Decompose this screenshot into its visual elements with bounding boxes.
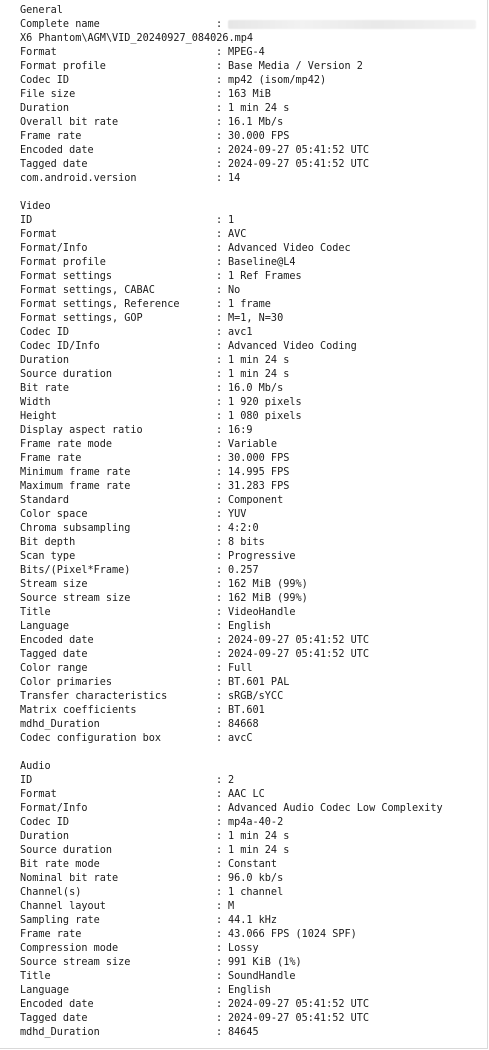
info-row xyxy=(20,872,483,886)
info-row xyxy=(20,1012,483,1026)
info-row xyxy=(20,522,483,536)
info-row xyxy=(20,172,483,186)
field-label: Maximum frame rate xyxy=(20,481,131,492)
info-row xyxy=(20,886,483,900)
field-label: Duration xyxy=(20,355,70,366)
field-label: File size xyxy=(20,89,76,100)
field-label: Codec configuration box xyxy=(20,733,162,744)
field-separator: : xyxy=(216,985,223,996)
field-label: Language xyxy=(20,621,70,632)
field-label: Bits/(Pixel*Frame) xyxy=(20,565,131,576)
field-label: Overall bit rate xyxy=(20,117,119,128)
info-row xyxy=(20,536,483,550)
field-value: No xyxy=(228,285,241,296)
section-heading-general: General xyxy=(20,5,63,16)
field-value: VideoHandle xyxy=(228,607,296,618)
info-row xyxy=(20,942,483,956)
field-separator: : xyxy=(216,425,223,436)
field-label: Channel(s) xyxy=(20,887,82,898)
info-row xyxy=(20,354,483,368)
field-value: Lossy xyxy=(228,943,259,954)
field-label: Tagged date xyxy=(20,649,88,660)
field-separator: : xyxy=(216,859,223,870)
info-row xyxy=(20,144,483,158)
field-value: 2 xyxy=(228,775,235,786)
field-value: mp4a-40-2 xyxy=(228,817,284,828)
info-row xyxy=(20,774,483,788)
field-separator: : xyxy=(216,635,223,646)
field-value: 2024-09-27 05:41:52 UTC xyxy=(228,649,370,660)
field-label: Nominal bit rate xyxy=(20,873,119,884)
field-separator: : xyxy=(216,803,223,814)
info-row xyxy=(20,466,483,480)
info-row xyxy=(20,116,483,130)
field-label: Channel layout xyxy=(20,901,106,912)
info-row xyxy=(20,340,483,354)
field-separator: : xyxy=(216,845,223,856)
info-row xyxy=(20,438,483,452)
field-label: Format xyxy=(20,47,57,58)
field-label: Language xyxy=(20,985,70,996)
field-value: 1 min 24 s xyxy=(228,831,290,842)
field-label: Width xyxy=(20,397,51,408)
info-row xyxy=(20,410,483,424)
field-value: 162 MiB (99%) xyxy=(228,593,308,604)
field-label: ID xyxy=(20,215,33,226)
blank-line xyxy=(20,186,483,200)
field-label: Encoded date xyxy=(20,635,94,646)
field-separator: : xyxy=(216,999,223,1010)
info-row xyxy=(20,900,483,914)
field-separator: : xyxy=(216,75,223,86)
info-row xyxy=(20,368,483,382)
field-separator: : xyxy=(216,957,223,968)
field-separator: : xyxy=(216,733,223,744)
field-label: Format profile xyxy=(20,257,106,268)
info-row xyxy=(20,228,483,242)
field-label: Tagged date xyxy=(20,1013,88,1024)
field-value: 2024-09-27 05:41:52 UTC xyxy=(228,159,370,170)
field-separator: : xyxy=(216,971,223,982)
info-row xyxy=(20,592,483,606)
field-value: 1 frame xyxy=(228,299,271,310)
field-value: English xyxy=(228,621,271,632)
field-value: avcC xyxy=(228,733,253,744)
field-value: 16.1 Mb/s xyxy=(228,117,284,128)
info-row xyxy=(20,452,483,466)
info-row xyxy=(20,74,483,88)
info-row xyxy=(20,102,483,116)
field-value-continuation: X6 Phantom\AGM\VID_20240927_084026.mp4 xyxy=(20,33,254,44)
field-separator: : xyxy=(216,117,223,128)
field-separator: : xyxy=(216,943,223,954)
info-row xyxy=(20,970,483,984)
info-row xyxy=(20,130,483,144)
field-separator: : xyxy=(216,509,223,520)
field-separator: : xyxy=(216,355,223,366)
field-separator: : xyxy=(216,369,223,380)
field-label: Codec ID xyxy=(20,327,70,338)
field-separator: : xyxy=(216,789,223,800)
info-row xyxy=(20,620,483,634)
field-label: Codec ID xyxy=(20,75,70,86)
field-label: Sampling rate xyxy=(20,915,100,926)
field-label: Standard xyxy=(20,495,70,506)
info-row xyxy=(20,326,483,340)
redacted-value xyxy=(228,20,476,29)
field-label: Transfer characteristics xyxy=(20,691,168,702)
field-value: Full xyxy=(228,663,253,674)
field-value: Advanced Audio Codec Low Complexity xyxy=(228,803,443,814)
field-label: Chroma subsampling xyxy=(20,523,131,534)
field-value: 16.0 Mb/s xyxy=(228,383,284,394)
field-separator: : xyxy=(216,299,223,310)
field-value: 14.995 FPS xyxy=(228,467,290,478)
field-separator: : xyxy=(216,649,223,660)
field-separator: : xyxy=(216,831,223,842)
field-label: Format/Info xyxy=(20,803,88,814)
field-value: 31.283 FPS xyxy=(228,481,290,492)
field-separator: : xyxy=(216,103,223,114)
field-label: mdhd_Duration xyxy=(20,1027,100,1038)
field-separator: : xyxy=(216,523,223,534)
field-value: 84668 xyxy=(228,719,259,730)
field-value: 2024-09-27 05:41:52 UTC xyxy=(228,145,370,156)
field-value: 8 bits xyxy=(228,537,265,548)
field-separator: : xyxy=(216,705,223,716)
field-separator: : xyxy=(216,775,223,786)
info-row xyxy=(20,844,483,858)
field-value: 2024-09-27 05:41:52 UTC xyxy=(228,635,370,646)
field-value: SoundHandle xyxy=(228,971,296,982)
field-value: BT.601 PAL xyxy=(228,677,290,688)
field-separator: : xyxy=(216,215,223,226)
field-label: Color range xyxy=(20,663,88,674)
field-value: AVC xyxy=(228,229,247,240)
info-row xyxy=(20,494,483,508)
info-row xyxy=(20,662,483,676)
field-separator: : xyxy=(216,271,223,282)
field-value: 2024-09-27 05:41:52 UTC xyxy=(228,1013,370,1024)
info-row xyxy=(20,1026,483,1040)
field-value: 30.000 FPS xyxy=(228,453,290,464)
field-separator: : xyxy=(216,495,223,506)
field-value: 1 min 24 s xyxy=(228,103,290,114)
info-row xyxy=(20,396,483,410)
field-value: 96.0 kb/s xyxy=(228,873,284,884)
field-separator: : xyxy=(216,229,223,240)
info-row xyxy=(20,480,483,494)
info-row xyxy=(20,214,483,228)
field-value: Constant xyxy=(228,859,278,870)
field-label: Source duration xyxy=(20,845,113,856)
field-separator: : xyxy=(216,481,223,492)
field-separator: : xyxy=(216,467,223,478)
field-value: 84645 xyxy=(228,1027,259,1038)
field-value: 14 xyxy=(228,173,241,184)
field-value: Variable xyxy=(228,439,278,450)
field-separator: : xyxy=(216,621,223,632)
info-row xyxy=(20,788,483,802)
field-label: Format profile xyxy=(20,61,106,72)
field-value: 1 min 24 s xyxy=(228,845,290,856)
field-separator: : xyxy=(216,145,223,156)
info-row xyxy=(20,256,483,270)
field-value: Progressive xyxy=(228,551,296,562)
field-label: Frame rate xyxy=(20,929,82,940)
field-separator: : xyxy=(216,1013,223,1024)
info-row xyxy=(20,270,483,284)
field-separator: : xyxy=(216,537,223,548)
field-value: mp42 (isom/mp42) xyxy=(228,75,327,86)
field-label: Encoded date xyxy=(20,145,94,156)
field-value: Advanced Video Coding xyxy=(228,341,357,352)
field-separator: : xyxy=(216,607,223,618)
field-separator: : xyxy=(216,327,223,338)
info-row xyxy=(20,984,483,998)
field-label: Frame rate xyxy=(20,131,82,142)
field-separator: : xyxy=(216,887,223,898)
info-row xyxy=(20,508,483,522)
field-value: 4:2:0 xyxy=(228,523,259,534)
info-row xyxy=(20,564,483,578)
field-label: Format xyxy=(20,789,57,800)
field-separator: : xyxy=(216,593,223,604)
info-row xyxy=(20,242,483,256)
field-value: 43.066 FPS (1024 SPF) xyxy=(228,929,357,940)
info-row xyxy=(20,718,483,732)
info-row xyxy=(20,690,483,704)
field-label: Codec ID/Info xyxy=(20,341,100,352)
field-separator: : xyxy=(216,901,223,912)
field-separator: : xyxy=(216,257,223,268)
field-label: ID xyxy=(20,775,33,786)
field-value: 2024-09-27 05:41:52 UTC xyxy=(228,999,370,1010)
field-label: Format settings, GOP xyxy=(20,313,143,324)
field-separator: : xyxy=(216,915,223,926)
field-separator: : xyxy=(216,1027,223,1038)
field-label: Title xyxy=(20,607,51,618)
media-info-report xyxy=(20,4,483,1040)
info-row xyxy=(20,382,483,396)
field-value: avc1 xyxy=(228,327,253,338)
info-row xyxy=(20,816,483,830)
field-label: Matrix coefficients xyxy=(20,705,137,716)
info-row xyxy=(20,634,483,648)
field-separator: : xyxy=(216,719,223,730)
field-label: Complete name xyxy=(20,19,100,30)
info-row xyxy=(20,704,483,718)
field-value: M xyxy=(228,901,235,912)
field-separator: : xyxy=(216,131,223,142)
field-separator: : xyxy=(216,19,223,30)
field-separator: : xyxy=(216,663,223,674)
blank-line xyxy=(20,746,483,760)
field-label: Format settings xyxy=(20,271,113,282)
info-row xyxy=(20,550,483,564)
field-separator: : xyxy=(216,677,223,688)
info-row xyxy=(20,46,483,60)
field-value: sRGB/sYCC xyxy=(228,691,284,702)
field-label: Scan type xyxy=(20,551,76,562)
field-separator: : xyxy=(216,873,223,884)
field-label: Format xyxy=(20,229,57,240)
field-separator: : xyxy=(216,173,223,184)
field-separator: : xyxy=(216,159,223,170)
info-row xyxy=(20,956,483,970)
field-label: Source stream size xyxy=(20,957,131,968)
field-label: Bit depth xyxy=(20,537,76,548)
info-row xyxy=(20,802,483,816)
field-label: Minimum frame rate xyxy=(20,467,131,478)
field-label: Bit rate xyxy=(20,383,70,394)
field-label: Frame rate mode xyxy=(20,439,113,450)
field-value: 1 channel xyxy=(228,887,284,898)
info-row xyxy=(20,928,483,942)
field-value: MPEG-4 xyxy=(228,47,265,58)
info-row xyxy=(20,998,483,1012)
field-separator: : xyxy=(216,565,223,576)
field-separator: : xyxy=(216,551,223,562)
field-separator: : xyxy=(216,817,223,828)
field-value: Component xyxy=(228,495,284,506)
field-label: Duration xyxy=(20,831,70,842)
info-row xyxy=(20,858,483,872)
field-label: Codec ID xyxy=(20,817,70,828)
field-separator: : xyxy=(216,579,223,590)
field-separator: : xyxy=(216,341,223,352)
field-label: Source stream size xyxy=(20,593,131,604)
field-value: YUV xyxy=(228,509,247,520)
info-row xyxy=(20,830,483,844)
field-label: Title xyxy=(20,971,51,982)
field-value: 163 MiB xyxy=(228,89,271,100)
field-label: Encoded date xyxy=(20,999,94,1010)
field-separator: : xyxy=(216,453,223,464)
field-value: 1 Ref Frames xyxy=(228,271,302,282)
field-label: Color space xyxy=(20,509,88,520)
info-row xyxy=(20,312,483,326)
field-label: Format settings, CABAC xyxy=(20,285,155,296)
field-label: Stream size xyxy=(20,579,88,590)
field-value: 1 min 24 s xyxy=(228,355,290,366)
info-row xyxy=(20,424,483,438)
field-separator: : xyxy=(216,285,223,296)
field-value: English xyxy=(228,985,271,996)
field-label: Duration xyxy=(20,103,70,114)
field-label: Height xyxy=(20,411,57,422)
field-separator: : xyxy=(216,243,223,254)
field-label: mdhd_Duration xyxy=(20,719,100,730)
field-value: 30.000 FPS xyxy=(228,131,290,142)
field-label: Source duration xyxy=(20,369,113,380)
field-value: 16:9 xyxy=(228,425,253,436)
field-label: Color primaries xyxy=(20,677,113,688)
info-row xyxy=(20,18,483,32)
info-row xyxy=(20,88,483,102)
field-separator: : xyxy=(216,691,223,702)
info-row xyxy=(20,732,483,746)
info-row xyxy=(20,648,483,662)
field-separator: : xyxy=(216,929,223,940)
info-row xyxy=(20,158,483,172)
field-label: Display aspect ratio xyxy=(20,425,143,436)
field-value: BT.601 xyxy=(228,705,265,716)
field-separator: : xyxy=(216,313,223,324)
field-value: 1 080 pixels xyxy=(228,411,302,422)
field-label: com.android.version xyxy=(20,173,137,184)
section-heading-video: Video xyxy=(20,201,51,212)
section-heading-audio: Audio xyxy=(20,761,51,772)
info-row xyxy=(20,284,483,298)
field-separator: : xyxy=(216,439,223,450)
field-separator: : xyxy=(216,397,223,408)
field-label: Format/Info xyxy=(20,243,88,254)
field-separator: : xyxy=(216,61,223,72)
info-row xyxy=(20,606,483,620)
field-value: Advanced Video Codec xyxy=(228,243,351,254)
field-value: 991 KiB (1%) xyxy=(228,957,302,968)
field-label: Bit rate mode xyxy=(20,859,100,870)
field-label: Frame rate xyxy=(20,453,82,464)
field-separator: : xyxy=(216,89,223,100)
field-value: 1 xyxy=(228,215,235,226)
field-value: Baseline@L4 xyxy=(228,257,296,268)
info-row xyxy=(20,298,483,312)
info-row xyxy=(20,914,483,928)
field-separator: : xyxy=(216,47,223,58)
field-label: Compression mode xyxy=(20,943,119,954)
field-value: AAC LC xyxy=(228,789,265,800)
info-row xyxy=(20,578,483,592)
field-value: 0.257 xyxy=(228,565,259,576)
info-row xyxy=(20,32,483,46)
info-row xyxy=(20,676,483,690)
field-value: 162 MiB (99%) xyxy=(228,579,308,590)
field-separator: : xyxy=(216,383,223,394)
field-value: 44.1 kHz xyxy=(228,915,278,926)
field-label: Tagged date xyxy=(20,159,88,170)
field-value: M=1, N=30 xyxy=(228,313,284,324)
field-label: Format settings, Reference xyxy=(20,299,180,310)
field-separator: : xyxy=(216,411,223,422)
field-value: Base Media / Version 2 xyxy=(228,61,363,72)
field-value: 1 920 pixels xyxy=(228,397,302,408)
info-row xyxy=(20,60,483,74)
field-value: 1 min 24 s xyxy=(228,369,290,380)
